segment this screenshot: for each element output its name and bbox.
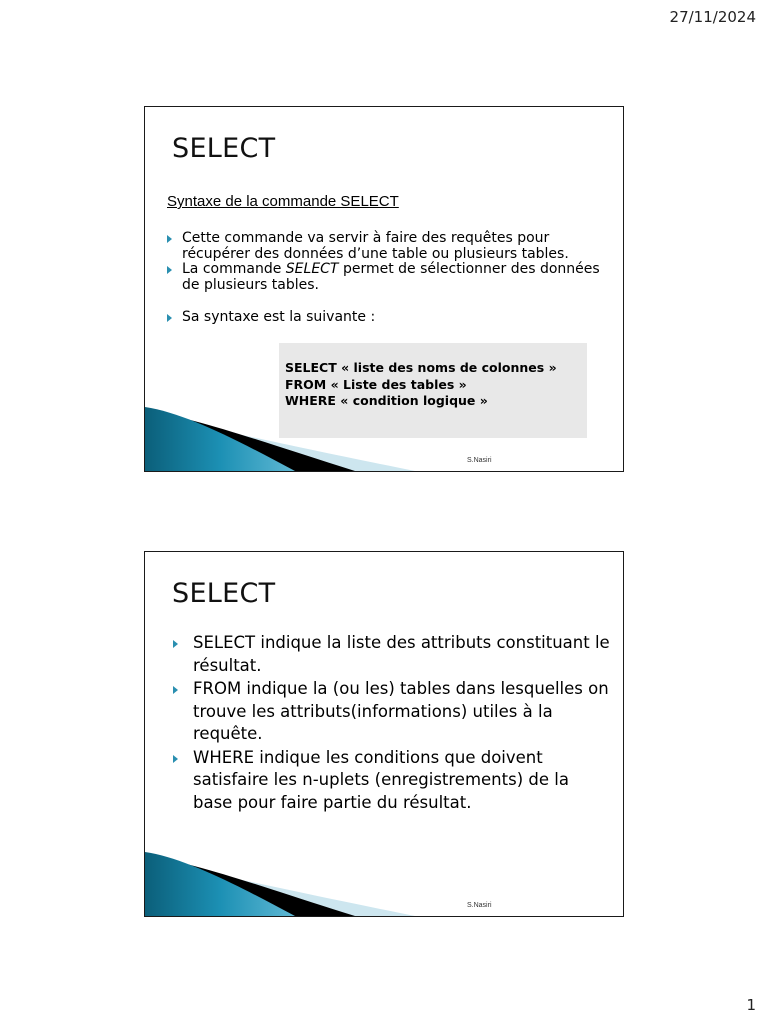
- slide-title: SELECT: [172, 578, 276, 609]
- slide-title: SELECT: [172, 133, 276, 164]
- syntax-line: FROM « Liste des tables »: [285, 376, 467, 392]
- bullet-item: [173, 747, 613, 815]
- bullet-text-prefix: La commande: [182, 261, 286, 277]
- bullet-item: [167, 262, 617, 293]
- bullet-text: Cette commande va servir à faire des requêtes pour récupérer des données d’une table ou plusieurs tables.: [182, 230, 569, 262]
- triangle-bullet-icon: [173, 686, 178, 694]
- slide-author: S.Nasiri: [467, 902, 492, 909]
- slide-subheading: Syntaxe de la commande SELECT: [167, 193, 399, 210]
- decorative-wave: [145, 852, 445, 916]
- bullet-item: [167, 231, 617, 262]
- bullet-text: SELECT indique la liste des attributs constituant le résultat.: [193, 633, 610, 675]
- triangle-bullet-icon: [167, 235, 172, 243]
- bullet-list: [173, 632, 613, 815]
- bullet-text: Sa syntaxe est la suivante :: [182, 309, 376, 325]
- bullet-item: [173, 632, 613, 677]
- triangle-bullet-icon: [167, 314, 172, 322]
- bullet-text: FROM indique la (ou les) tables dans lesquelles on trouve les attributs(informations) utiles à la requête.: [193, 679, 609, 743]
- slide-author: S.Nasiri: [467, 457, 492, 464]
- slide-1: [144, 106, 624, 472]
- syntax-line: SELECT « liste des noms de colonnes »: [285, 360, 557, 375]
- slide-2: [144, 551, 624, 917]
- syntax-line: WHERE « condition logique »: [285, 393, 488, 408]
- bullet-text-suffix: permet de sélectionner des données de plusieurs tables.: [182, 261, 600, 293]
- page-number: 1: [746, 996, 756, 1014]
- page-date: 27/11/2024: [669, 8, 756, 26]
- bullet-text: WHERE indique les conditions que doivent satisfaire les n-uplets (enregistrements) de la base pour faire partie du résultat.: [193, 747, 569, 812]
- triangle-bullet-icon: [173, 640, 178, 648]
- bullet-item: [173, 678, 613, 746]
- triangle-bullet-icon: [173, 755, 178, 763]
- bullet-list: [167, 231, 617, 326]
- decorative-wave: [145, 407, 445, 471]
- bullet-emphasis: SELECT: [285, 261, 339, 277]
- triangle-bullet-icon: [167, 266, 172, 274]
- bullet-item: [167, 310, 617, 326]
